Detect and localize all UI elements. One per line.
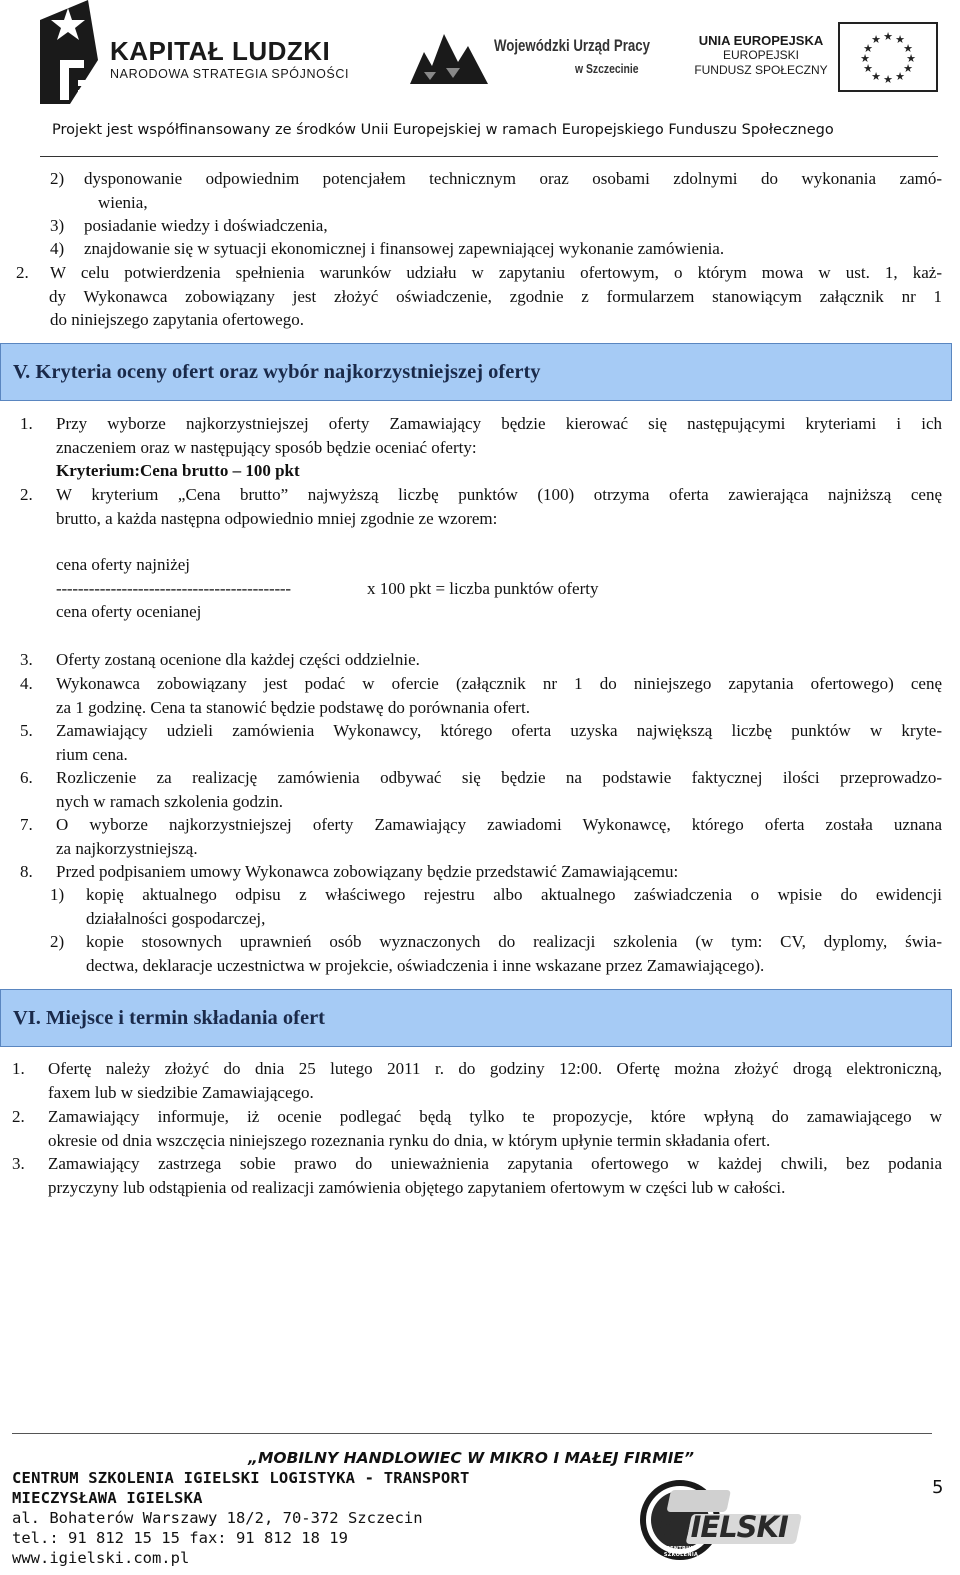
list-item-text bbox=[56, 412, 942, 483]
list-item-number: 8. bbox=[20, 862, 33, 881]
list-item-line: Zamawiający udzieli zamówienia Wykonawcy, którego oferta uzyska największą liczbę punktów w kryte- bbox=[56, 721, 942, 740]
list-item-text bbox=[56, 813, 942, 860]
list-item-line: okresie od dnia wszczęcia niniejszego rozeznania rynku do dnia, w którym upłynie termin składania ofert. bbox=[48, 1130, 771, 1150]
sub-item-line: kopię aktualnego odpisu z właściwego rejestru albo aktualnego zaświadczenia o wpisie do ewidencji bbox=[86, 885, 942, 904]
eu-title: UNIA EUROPEJSKA bbox=[698, 33, 824, 48]
project-title: „MOBILNY HANDLOWIEC W MIKRO I MAŁEJ FIRMIE” bbox=[248, 1449, 694, 1467]
list-item-number: 1. bbox=[12, 1059, 25, 1078]
list-item-number: 2. bbox=[20, 485, 33, 504]
section-vi-title: VI. Miejsce i termin składania ofert bbox=[13, 1007, 325, 1029]
list-item-text: Przed podpisaniem umowy Wykonawca zobowiązany będzie przedstawić Zamawiającemu: bbox=[56, 862, 679, 881]
igielski-logo-text: IGIELSKI bbox=[658, 1510, 788, 1544]
sub-item-line: działalności gospodarczej, bbox=[86, 908, 266, 928]
list-item-text: Oferty zostaną ocenione dla każdej części oddzielnie. bbox=[56, 650, 420, 669]
sub-item-number: 1) bbox=[50, 885, 65, 904]
list-item-line: dysponowanie odpowiednim potencjałem technicznym oraz osobami zdolnymi do wykonania zamó- bbox=[84, 169, 942, 188]
list-item-line: Zamawiający informuje, iż ocenie podlegać będą tylko te propozycje, które wpłyną do zamawiającego w bbox=[48, 1107, 942, 1126]
list-item-text bbox=[48, 1105, 942, 1152]
list-item-text bbox=[84, 167, 942, 214]
igielski-logo-ring-text: CENTRUM SZKOLENIA bbox=[663, 1546, 699, 1558]
list-item-text bbox=[56, 766, 942, 813]
eu-line2: EUROPEJSKI bbox=[722, 48, 800, 62]
svg-text:★: ★ bbox=[903, 42, 913, 55]
list-item-number: 4) bbox=[50, 239, 65, 258]
list-item-line: W kryterium „Cena brutto” najwyższą liczbę punktów (100) otrzyma oferta zawierająca najniższą cenę bbox=[56, 485, 942, 504]
list-item-text: znajdowanie się w sytuacji ekonomicznej i finansowej zapewniającej wykonanie zamówienia. bbox=[84, 239, 725, 258]
list-item-number: 1. bbox=[20, 414, 33, 433]
paragraph-line: do niniejszego zapytania ofertowego. bbox=[50, 310, 304, 329]
sub-item-line: kopie stosownych uprawnień osób wyznaczonych do realizacji szkolenia (w tym: CV, dyplomy, świa- bbox=[86, 932, 942, 951]
page-number: 5 bbox=[932, 1477, 944, 1498]
list-item-line: za 1 godzinę. Cena ta stanowić będzie podstawę do porównania ofert. bbox=[56, 697, 530, 717]
list-item-number: 2. bbox=[12, 1107, 25, 1126]
svg-text:★: ★ bbox=[903, 62, 913, 75]
header-divider bbox=[40, 156, 938, 157]
svg-text:★: ★ bbox=[895, 70, 905, 83]
list-item-line: faxem lub w siedzibie Zamawiającego. bbox=[48, 1082, 314, 1102]
wup-subtitle: w Szczecinie bbox=[575, 61, 639, 76]
list-item-line: rium cena. bbox=[56, 744, 128, 764]
list-item-line: nych w ramach szkolenia godzin. bbox=[56, 791, 284, 811]
formula-dashes: ------------------------------------------- bbox=[56, 579, 291, 598]
svg-text:★: ★ bbox=[906, 52, 916, 65]
section-v-title: V. Kryteria oceny ofert oraz wybór najkorzystniejszej oferty bbox=[13, 361, 541, 383]
cofinance-line: Projekt jest współfinansowany ze środków Unii Europejskiej w ramach Europejskiego Funduszu Społecznego bbox=[52, 122, 834, 138]
kapital-ludzki-subtitle: NARODOWA STRATEGIA SPÓJNOŚCI bbox=[110, 67, 350, 81]
list-item-line: znaczeniem oraz w następujący sposób będzie oceniać oferty: bbox=[56, 437, 477, 457]
list-item-line: Rozliczenie za realizację zamówienia odbywać się będzie na podstawie faktycznej ilości przeprowadzo- bbox=[56, 768, 942, 787]
list-item-number: 3) bbox=[50, 216, 65, 235]
sub-item-line: dectwa, deklaracje uczestnictwa w projekcie, oświadczenia i inne wskazane przez Zamawiającego). bbox=[86, 955, 765, 975]
list-item-number: 6. bbox=[20, 768, 33, 787]
paragraph-text bbox=[50, 261, 942, 332]
section-vi-header bbox=[0, 989, 952, 1047]
list-item-text bbox=[56, 719, 942, 766]
paragraph-line: W celu potwierdzenia spełnienia warunków udziału w zapytaniu ofertowym, o którym mowa w ust. 1, każ- bbox=[50, 263, 942, 282]
svg-text:★: ★ bbox=[883, 73, 893, 86]
svg-text:★: ★ bbox=[883, 30, 893, 43]
list-item-line: za najkorzystniejszą. bbox=[56, 838, 198, 858]
list-item-line: wienia, bbox=[98, 192, 148, 212]
eu-text-block bbox=[690, 33, 832, 78]
list-item-number: 7. bbox=[20, 815, 33, 834]
list-item-line: Zamawiający zastrzega sobie prawo do unieważnienia zapytania ofertowego w każdej chwili, bez podania bbox=[48, 1154, 942, 1173]
svg-text:★: ★ bbox=[863, 62, 873, 75]
svg-text:★: ★ bbox=[860, 52, 870, 65]
sub-item-number: 2) bbox=[50, 932, 65, 951]
formula-multiplier: x 100 pkt = liczba punktów oferty bbox=[367, 579, 599, 598]
org-website[interactable]: www.igielski.com.pl bbox=[12, 1549, 190, 1567]
footer-divider bbox=[12, 1433, 932, 1434]
org-owner: MIECZYSŁAWA IGIELSKA bbox=[12, 1489, 203, 1507]
igielski-logo bbox=[640, 1476, 815, 1561]
sub-item-text bbox=[86, 930, 942, 977]
list-item-line: przyczyny lub odstąpienia od realizacji zamówienia objętego zapytaniem ofertowym w części lub w całości. bbox=[48, 1177, 786, 1197]
list-item-line: Ofertę należy złożyć do dnia 25 lutego 2011 r. do godziny 12:00. Ofertę można złożyć drogą elektroniczną, bbox=[48, 1059, 942, 1078]
svg-text:★: ★ bbox=[871, 33, 881, 46]
org-phones: tel.: 91 812 15 15 fax: 91 812 18 19 bbox=[12, 1529, 348, 1547]
paragraph-number: 2. bbox=[16, 263, 29, 282]
kapital-ludzki-logo-icon bbox=[40, 0, 105, 108]
kapital-ludzki-title: KAPITAŁ LUDZKI bbox=[110, 36, 331, 66]
list-item-text bbox=[56, 672, 942, 719]
org-name: CENTRUM SZKOLENIA IGIELSKI LOGISTYKA - TRANSPORT bbox=[12, 1469, 470, 1487]
list-item-number: 5. bbox=[20, 721, 33, 740]
list-item-number: 3. bbox=[20, 650, 33, 669]
org-address: al. Bohaterów Warszawy 18/2, 70-372 Szczecin bbox=[12, 1509, 423, 1527]
list-item-text bbox=[48, 1152, 942, 1199]
eu-flag-icon bbox=[838, 22, 938, 92]
criterion-line: Kryterium:Cena brutto – 100 pkt bbox=[56, 461, 300, 480]
list-item-text bbox=[56, 483, 942, 530]
list-item-text: posiadanie wiedzy i doświadczenia, bbox=[84, 216, 328, 235]
list-item-line: Wykonawca zobowiązany jest podać w ofercie (załącznik nr 1 do niniejszego zapytania ofertowego) cenę bbox=[56, 674, 942, 693]
list-item-line: Przy wyborze najkorzystniejszej oferty Zamawiający będzie kierować się następującymi kryteriami i ich bbox=[56, 414, 942, 433]
wup-title: Wojewódzki Urząd Pracy bbox=[494, 36, 650, 55]
list-item-number: 4. bbox=[20, 674, 33, 693]
list-item-line: O wyborze najkorzystniejszej oferty Zamawiający zawiadomi Wykonawcę, którego oferta została uznana bbox=[56, 815, 942, 834]
list-item-number: 3. bbox=[12, 1154, 25, 1173]
wup-logo-icon bbox=[410, 22, 488, 92]
sub-item-text bbox=[86, 883, 942, 930]
svg-text:★: ★ bbox=[863, 42, 873, 55]
formula-denominator: cena oferty ocenianej bbox=[56, 602, 202, 621]
list-item-number: 2) bbox=[50, 169, 65, 188]
svg-text:★: ★ bbox=[895, 33, 905, 46]
formula-numerator: cena oferty najniżej bbox=[56, 555, 191, 574]
paragraph-line: dy Wykonawca zobowiązany jest złożyć oświadczenie, zgodnie z formularzem stanowiącym załącznik nr 1 bbox=[49, 286, 942, 306]
list-item-line: brutto, a każda następna odpowiednio mniej zgodnie ze wzorem: bbox=[56, 508, 498, 528]
section-v-header bbox=[0, 343, 952, 401]
svg-text:★: ★ bbox=[871, 70, 881, 83]
list-item-text bbox=[48, 1057, 942, 1104]
eu-line3: FUNDUSZ SPOŁECZNY bbox=[694, 63, 828, 77]
